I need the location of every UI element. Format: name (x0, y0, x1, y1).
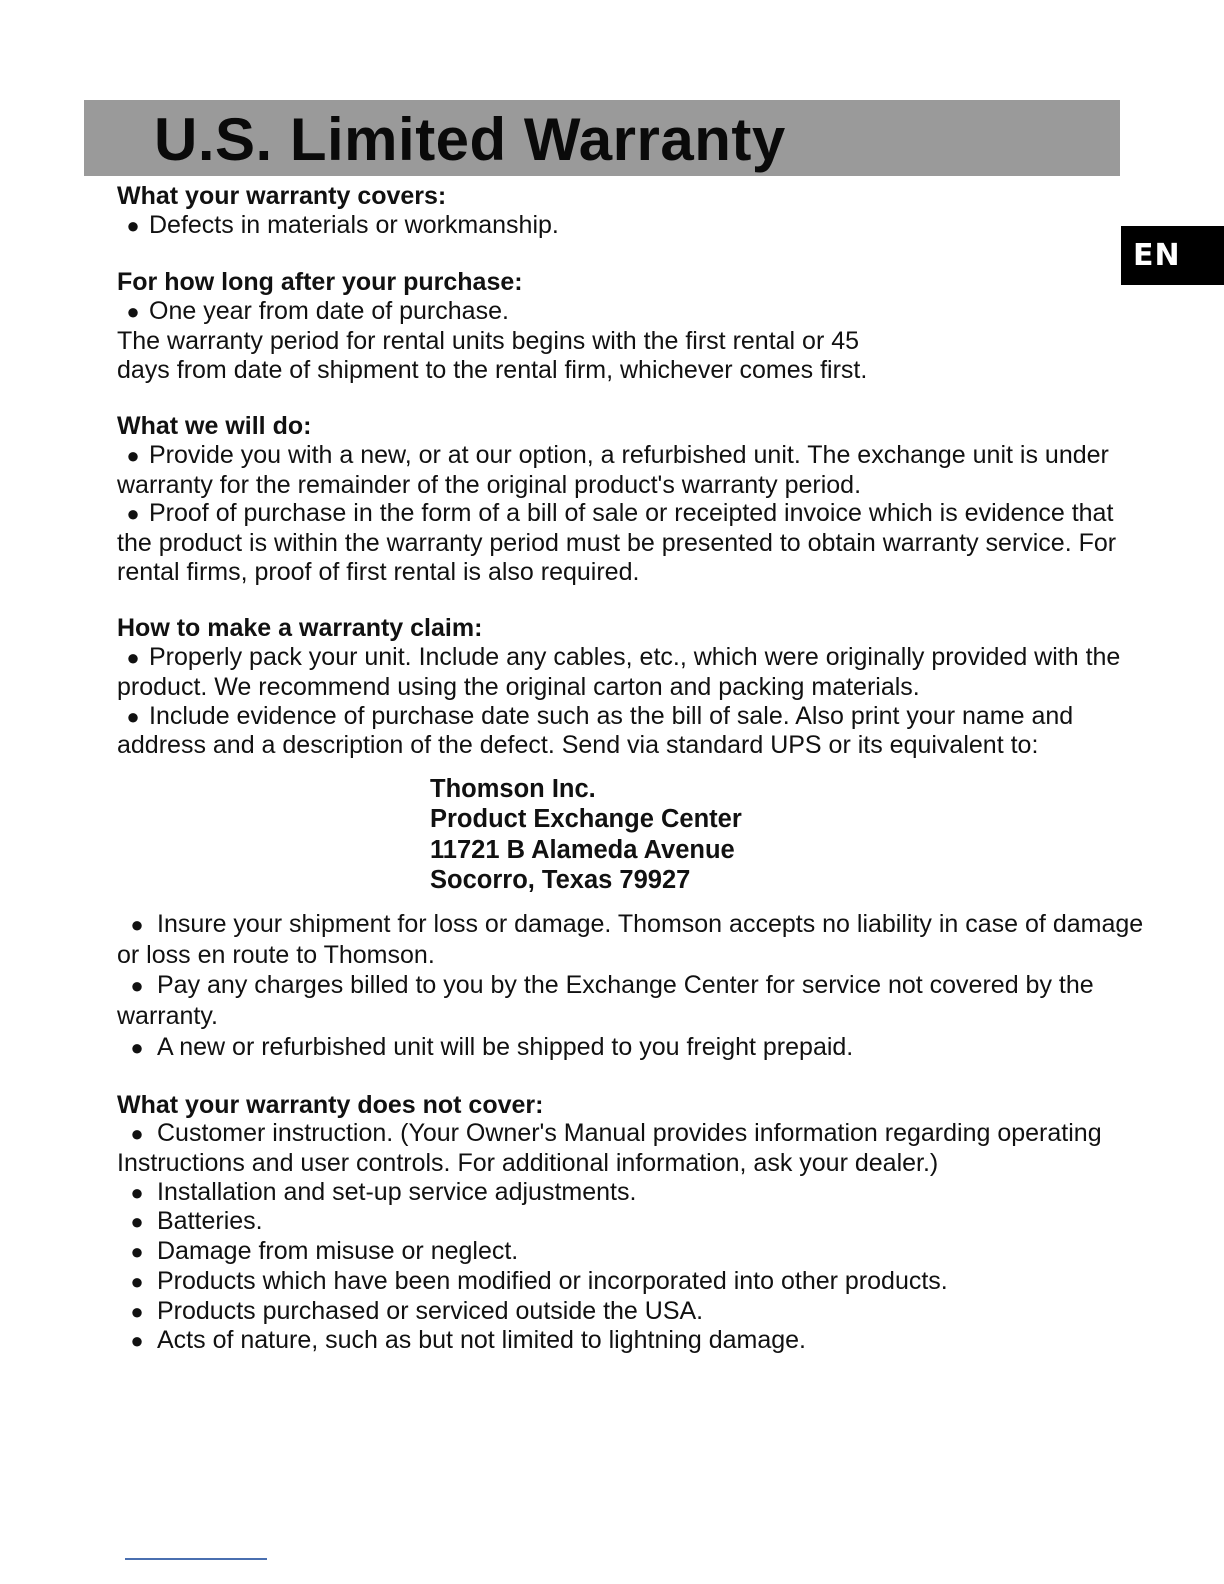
list-item: ● Acts of nature, such as but not limited to lightning damage. (117, 1326, 1147, 1356)
bullet-icon: ● (130, 1298, 144, 1324)
bullet-icon: ● (130, 1328, 144, 1354)
bullet-icon: ● (130, 1179, 144, 1205)
list-item: ● One year from date of purchase. (117, 297, 1147, 327)
address-line: Socorro, Texas 79927 (430, 865, 691, 894)
section-heading: What we will do: (117, 412, 312, 441)
address-line: Product Exchange Center (430, 805, 742, 834)
section-claim (117, 614, 1147, 1062)
section-heading: What your warranty does not cover: (117, 1090, 544, 1119)
rental-note-line: days from date of shipment to the rental firm, whichever comes first. (117, 355, 868, 384)
section-covers (117, 182, 1147, 240)
list-item: ● Include evidence of purchase date such as the bill of sale. Also print your name and address and a description of the defect. Send via standard UPS or its equivalent to: (117, 701, 1074, 760)
footer-rule (125, 1558, 267, 1560)
section-not-covered (117, 1091, 1147, 1356)
bullet-icon: ● (126, 212, 140, 238)
list-item: ● Proof of purchase in the form of a bill of sale or receipted invoice which is evidence that the product is within the warranty period must be presented to obtain warranty service. For rental firms, proof of first rental is also required. (117, 499, 1117, 586)
bullet-icon: ● (126, 645, 140, 671)
section-duration (117, 268, 1147, 384)
section-heading: What your warranty covers: (117, 182, 447, 210)
list-item: ● Pay any charges billed to you by the Exchange Center for service not covered by the warranty. (117, 971, 1094, 1031)
rental-note-line: The warranty period for rental units begins with the first rental or 45 (117, 326, 860, 355)
list-item: ● Defects in materials or workmanship. (117, 211, 1147, 241)
bullet-icon: ● (126, 442, 140, 468)
list-item: ● Customer instruction. (Your Owner's Manual provides information regarding operating Instructions and user controls. For additional information, ask your dealer.) (117, 1119, 1102, 1178)
claim-followup-list (117, 909, 1147, 1062)
bullet-icon: ● (130, 1209, 144, 1235)
section-what-we-do (117, 412, 1147, 586)
exchange-center-address (430, 774, 1147, 895)
bullet-icon: ● (130, 1239, 144, 1265)
list-item: ● Installation and set-up service adjustments. (117, 1178, 1147, 1208)
list-item: ● A new or refurbished unit will be shipped to you freight prepaid. (117, 1032, 1147, 1063)
list-item: ● Insure your shipment for loss or damage. Thomson accepts no liability in case of damage or loss en route to Thomson. (117, 910, 1144, 970)
bullet-icon: ● (130, 973, 144, 999)
section-heading: For how long after your purchase: (117, 268, 523, 297)
page-title: U.S. Limited Warranty (154, 106, 786, 173)
bullet-icon: ● (126, 501, 140, 527)
bullet-icon: ● (130, 1034, 144, 1060)
warranty-content (117, 182, 1147, 1384)
bullet-icon: ● (130, 1268, 144, 1294)
bullet-icon: ● (126, 703, 140, 729)
bullet-icon: ● (130, 912, 144, 938)
bullet-icon: ● (126, 299, 140, 325)
section-heading: How to make a warranty claim: (117, 614, 483, 643)
address-line: Thomson Inc. (430, 774, 596, 803)
address-line: 11721 B Alameda Avenue (430, 835, 735, 864)
list-item: ● Damage from misuse or neglect. (117, 1237, 1147, 1267)
list-item: ● Products purchased or serviced outside the USA. (117, 1297, 1147, 1327)
language-tab: EN (1121, 226, 1224, 285)
list-item: ● Provide you with a new, or at our option, a refurbished unit. The exchange unit is under warranty for the remainder of the original product's warranty period. (117, 440, 1109, 499)
list-item: ● Products which have been modified or incorporated into other products. (117, 1267, 1147, 1297)
list-item: ● Batteries. (117, 1207, 1147, 1237)
bullet-icon: ● (130, 1121, 144, 1147)
list-item: ● Properly pack your unit. Include any cables, etc., which were originally provided with the product. We recommend using the original carton and packing materials. (117, 643, 1121, 701)
title-banner (84, 100, 1120, 176)
